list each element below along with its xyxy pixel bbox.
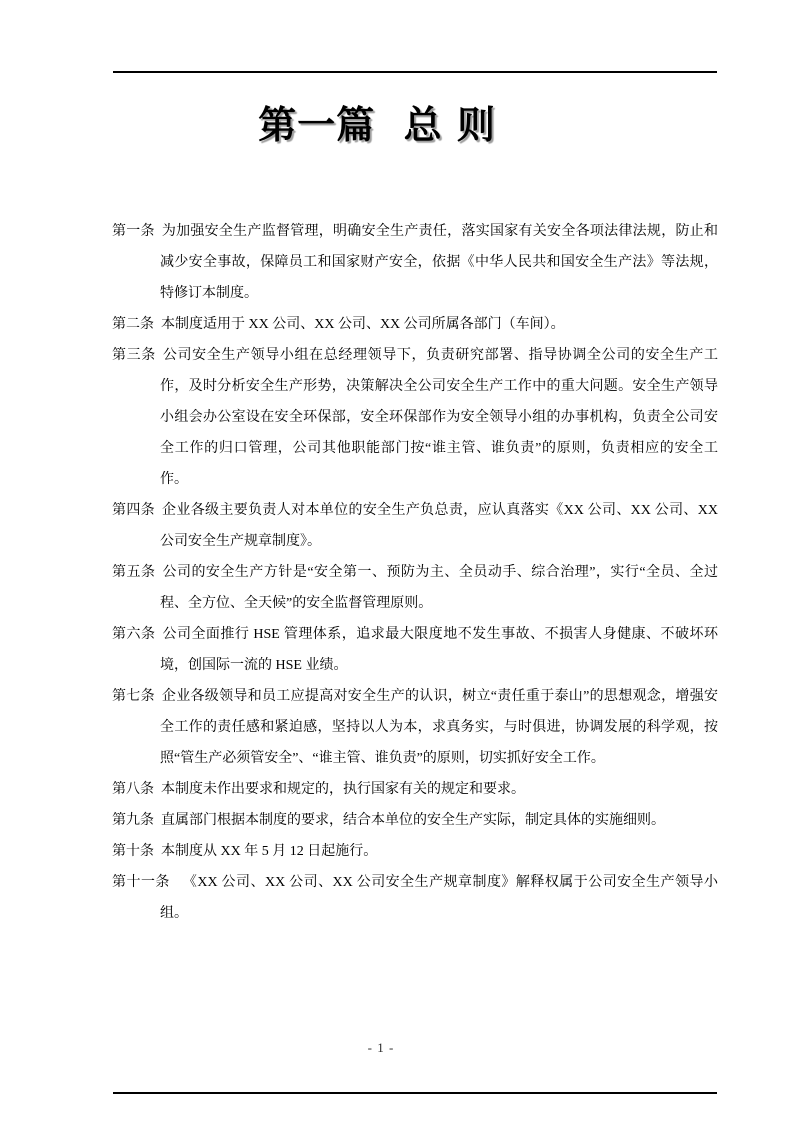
clause-number: 第一条 [112, 224, 155, 239]
clause [112, 681, 718, 774]
clause [112, 340, 718, 495]
clauses-list [112, 216, 718, 929]
header-rule [113, 71, 717, 73]
clause [112, 216, 718, 309]
clause-text: 公司的安全生产方针是“安全第一、预防为主、全员动手、综合治理”，实行“全员、全过程、全方位、全天候”的安全监督管理原则。 [160, 565, 719, 611]
clause [112, 309, 718, 340]
footer-rule [113, 1092, 717, 1094]
clause-text: 公司全面推行 HSE 管理体系，追求最大限度地不发生事故、不损害人身健康、不破坏环境，创国际一流的 HSE 业绩。 [160, 627, 718, 673]
clause-number: 第七条 [112, 689, 155, 704]
clause [112, 557, 718, 619]
clause-text: 公司安全生产领导小组在总经理领导下，负责研究部署、指导协调全公司的安全生产工作，及时分析安全生产形势，决策解决全公司安全生产工作中的重大问题。安全生产领导小组会办公室设在安全环保部，安全环保部作为安全领导小组的办事机构，负责全公司安全工作的归口管理，公司其他职能部门按“谁主管、谁负责”的原则，负责相应的安全工作。 [160, 348, 718, 487]
clause-text: 直属部门根据本制度的要求，结合本单位的安全生产实际，制定具体的实施细则。 [161, 813, 665, 828]
clause [112, 836, 718, 867]
clause-number: 第十一条 [112, 875, 170, 890]
page-footer [0, 1040, 762, 1056]
clause-text: 为加强安全生产监督管理，明确安全生产责任，落实国家有关安全各项法律法规，防止和减少安全事故，保障员工和国家财产安全，依据《中华人民共和国安全生产法》等法规，特修订本制度。 [160, 224, 719, 301]
clause-text: 《XX 公司、XX 公司、XX 公司安全生产规章制度》解释权属于公司安全生产领导小组。 [160, 875, 719, 921]
clause [112, 774, 718, 805]
clause-number: 第九条 [112, 813, 154, 828]
clause-text: 本制度适用于 XX 公司、XX 公司、XX 公司所属各部门（车间）。 [161, 317, 565, 332]
clause [112, 495, 718, 557]
clause-number: 第三条 [112, 348, 156, 363]
clause-number: 第四条 [112, 503, 156, 518]
clause-number: 第五条 [112, 565, 156, 580]
clause-text: 企业各级主要负责人对本单位的安全生产负总责，应认真落实《XX 公司、XX 公司、XX 公司安全生产规章制度》。 [160, 503, 718, 549]
page-number: - 1 - [367, 1040, 395, 1055]
clause [112, 867, 718, 929]
clause-text: 企业各级领导和员工应提高对安全生产的认识，树立“责任重于泰山”的思想观念，增强安全工作的责任感和紧迫感，坚持以人为本，求真务实，与时俱进，协调发展的科学观，按照“管生产必须管安全”、“谁主管、谁负责”的原则，切实抓好安全工作。 [160, 689, 718, 766]
clause [112, 805, 718, 836]
clause-number: 第二条 [112, 317, 154, 332]
clause-text: 本制度从 XX 年 5 月 12 日起施行。 [161, 844, 378, 859]
document-title: 第一篇 总 则 [258, 103, 496, 147]
clause-number: 第十条 [112, 844, 154, 859]
clause-number: 第六条 [112, 627, 156, 642]
clause-text: 本制度未作出要求和规定的，执行国家有关的规定和要求。 [161, 782, 525, 797]
clause [112, 619, 718, 681]
clause-number: 第八条 [112, 782, 154, 797]
